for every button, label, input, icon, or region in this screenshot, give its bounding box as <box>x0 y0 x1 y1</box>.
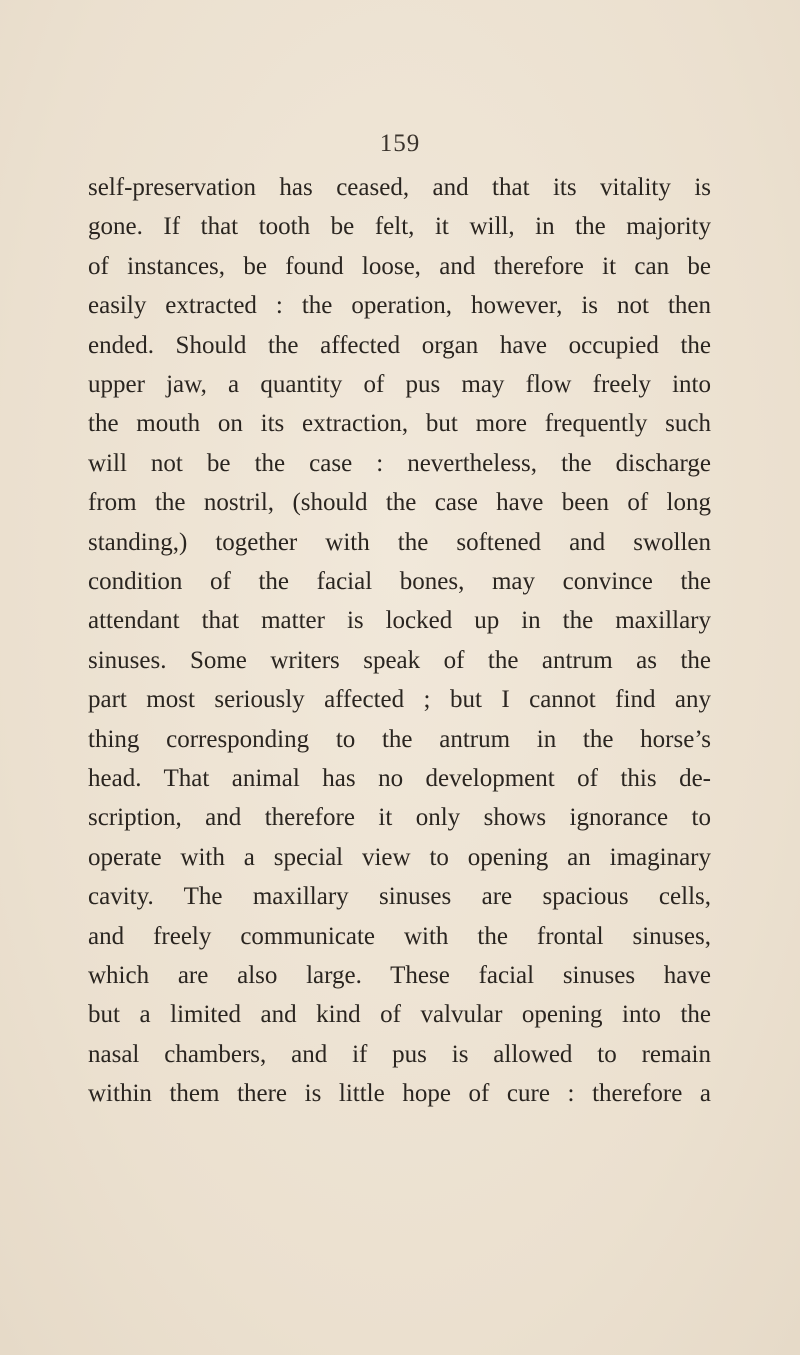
text-line: nasal chambers, and if pus is allowed to remain <box>88 1040 711 1068</box>
text-line: within them there is little hope of cure : therefore a <box>88 1080 711 1108</box>
text-line: upper jaw, a quantity of pus may flow freely into <box>88 371 711 398</box>
text-line: part most seriously affected ; but I cannot find any <box>88 686 711 714</box>
text-line: head. That animal has no development of this de- <box>88 765 711 792</box>
text-line: which are also large. These facial sinuses have <box>88 962 711 989</box>
text-line: condition of the facial bones, may convince the <box>88 568 711 595</box>
text-line: the mouth on its extraction, but more frequently such <box>88 410 711 438</box>
text-line: scription, and therefore it only shows ignorance to <box>88 804 711 832</box>
text-line: thing corresponding to the antrum in the horse’s <box>88 725 711 753</box>
text-line: easily extracted : the operation, however, is not then <box>88 292 711 320</box>
text-line: of instances, be found loose, and therefore it can be <box>88 252 711 280</box>
text-line: from the nostril, (should the case have been of long <box>88 489 711 517</box>
text-line: cavity. The maxillary sinuses are spacious cells, <box>88 883 711 911</box>
text-line: and freely communicate with the frontal sinuses, <box>88 922 711 950</box>
text-line: attendant that matter is locked up in the maxillary <box>88 607 711 635</box>
text-line: self-preservation has ceased, and that its vitality is <box>88 174 711 201</box>
text-line: standing,) together with the softened and swollen <box>88 528 711 556</box>
text-line: sinuses. Some writers speak of the antrum as the <box>88 646 711 674</box>
text-line: ended. Should the affected organ have occupied the <box>88 331 711 359</box>
text-line: will not be the case : nevertheless, the discharge <box>88 449 711 477</box>
page-number: 159 <box>379 130 421 157</box>
text-line: operate with a special view to opening an imaginary <box>88 843 711 871</box>
text-line: gone. If that tooth be felt, it will, in the majority <box>88 213 711 241</box>
text-line: but a limited and kind of valvular opening into the <box>88 1001 711 1029</box>
